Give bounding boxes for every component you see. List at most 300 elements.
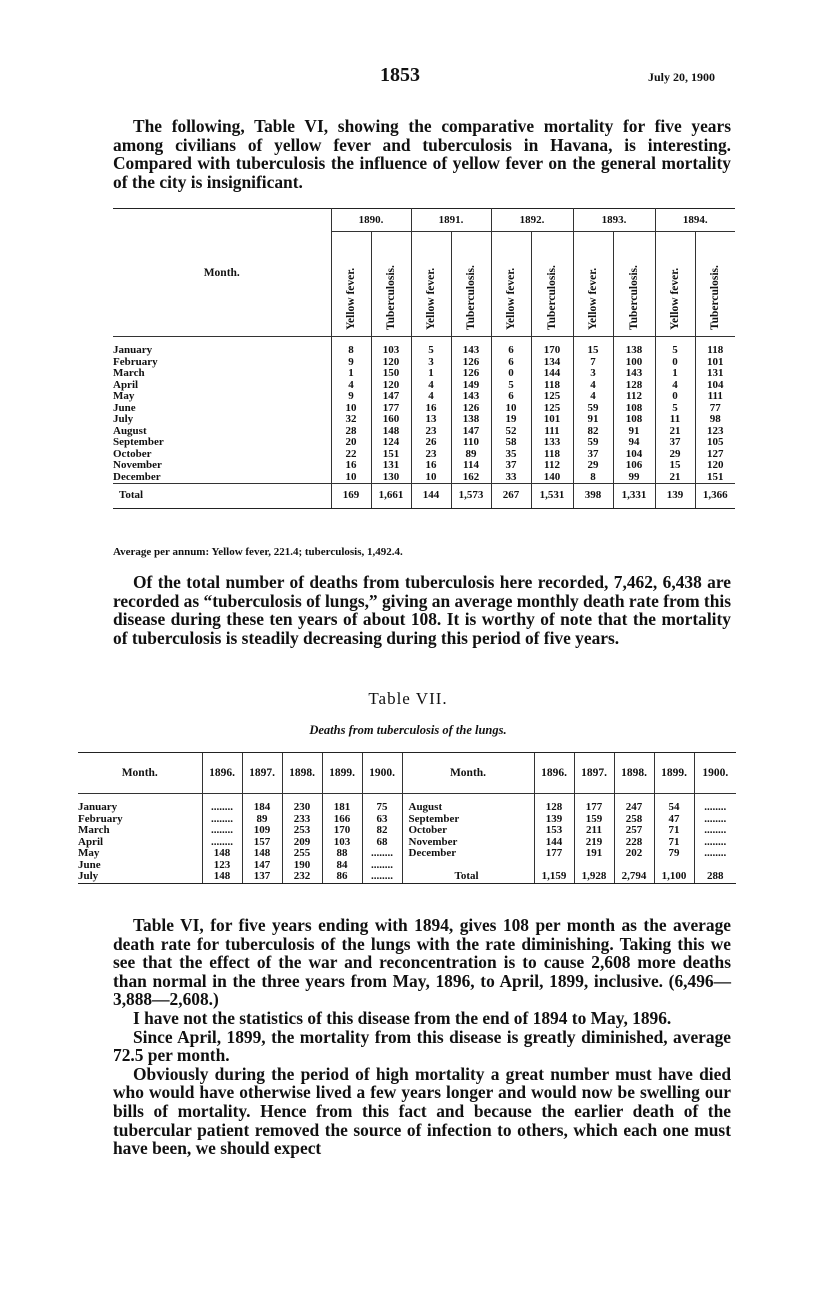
value-cell: 157 <box>242 837 282 849</box>
value-cell: 2,794 <box>614 871 654 883</box>
value-cell: 23 <box>411 426 451 438</box>
value-cell <box>694 860 736 872</box>
value-cell: 104 <box>695 380 735 392</box>
yellow-fever-header <box>491 232 531 337</box>
value-cell: 82 <box>573 426 613 438</box>
value-cell: 191 <box>574 848 614 860</box>
value-cell: 106 <box>613 460 655 472</box>
value-cell: 89 <box>242 814 282 826</box>
value-cell: 130 <box>371 472 411 484</box>
value-cell: 257 <box>614 825 654 837</box>
table-row <box>113 472 735 484</box>
month-label: July <box>113 414 134 425</box>
value-cell: 77 <box>695 403 735 415</box>
value-cell: ........ <box>202 837 242 849</box>
value-cell: 3 <box>411 357 451 369</box>
month-label: December <box>113 471 161 483</box>
month-label: March <box>113 368 145 379</box>
vertical-label: Tuberculosis. <box>546 265 558 330</box>
value-cell: 131 <box>371 460 411 472</box>
vertical-label: Tuberculosis. <box>628 265 640 330</box>
value-cell: 37 <box>491 460 531 472</box>
value-cell: 137 <box>242 871 282 883</box>
vertical-label: Tuberculosis. <box>709 265 722 330</box>
table-row <box>78 871 736 883</box>
yellow-fever-header <box>573 232 613 337</box>
closing-section <box>113 916 731 1158</box>
value-cell: 0 <box>655 357 695 369</box>
value-cell: 112 <box>531 460 573 472</box>
month-cell <box>113 449 331 461</box>
value-cell: 144 <box>534 837 574 849</box>
value-cell: 71 <box>654 825 694 837</box>
value-cell: 1,928 <box>574 871 614 883</box>
value-cell: 258 <box>614 814 654 826</box>
value-cell: 59 <box>573 403 613 415</box>
month-column-header: Month. <box>402 753 534 794</box>
value-cell: 123 <box>695 426 735 438</box>
value-cell: 162 <box>451 472 491 484</box>
value-cell: 170 <box>531 337 573 357</box>
value-cell: 4 <box>331 380 371 392</box>
value-cell <box>614 860 654 872</box>
value-cell: 147 <box>451 426 491 438</box>
middle-paragraph <box>113 573 731 647</box>
value-cell: 138 <box>451 414 491 426</box>
value-cell: 4 <box>573 380 613 392</box>
value-cell: 120 <box>371 357 411 369</box>
value-cell: 10 <box>491 403 531 415</box>
year-header: 1900. <box>694 753 736 794</box>
table-row <box>113 426 735 438</box>
value-cell: 123 <box>202 860 242 872</box>
month-cell <box>113 357 331 369</box>
month-cell: July <box>78 871 202 883</box>
value-cell: 128 <box>534 794 574 814</box>
issue-date: July 20, 1900 <box>648 70 716 84</box>
value-cell: 32 <box>331 414 371 426</box>
value-cell: ........ <box>362 848 402 860</box>
value-cell: 4 <box>411 380 451 392</box>
month-label: April <box>113 379 139 391</box>
month-column-header: Month. <box>78 753 202 794</box>
value-cell: 29 <box>573 460 613 472</box>
month-label: September <box>113 437 164 448</box>
value-cell: ........ <box>694 794 736 814</box>
value-cell: 1 <box>331 368 371 380</box>
table-row <box>113 437 735 449</box>
total-cell: 267 <box>491 484 531 509</box>
value-cell: 0 <box>491 368 531 380</box>
value-cell: 6 <box>491 357 531 369</box>
value-cell <box>574 860 614 872</box>
table-row <box>113 368 735 380</box>
total-cell: 398 <box>573 484 613 509</box>
year-header: 1900. <box>362 753 402 794</box>
value-cell: 88 <box>322 848 362 860</box>
value-cell: 4 <box>573 391 613 403</box>
table-row <box>78 794 736 814</box>
yellow-fever-header <box>655 232 695 337</box>
value-cell: 112 <box>613 391 655 403</box>
value-cell: 159 <box>574 814 614 826</box>
value-cell: 21 <box>655 426 695 438</box>
value-cell: 105 <box>695 437 735 449</box>
total-label <box>113 484 331 509</box>
value-cell: 103 <box>371 337 411 357</box>
month-cell <box>113 426 331 438</box>
value-cell: ........ <box>202 814 242 826</box>
value-cell: 151 <box>695 472 735 484</box>
value-cell: 126 <box>451 368 491 380</box>
intro-text: The following, Table VI, showing the comparative mortality for five years among civilians of yellow fever and tuberculosis in Havana, is interesting. Compared with tuberculosis the influence of yellow fever on the general mortality of the city is insignificant. <box>113 116 731 192</box>
month-cell: February <box>78 813 123 825</box>
year-header: 1891. <box>411 209 491 232</box>
tuberculosis-header <box>451 232 491 337</box>
vertical-label: Yellow fever. <box>505 267 517 330</box>
value-cell: 22 <box>331 449 371 461</box>
value-cell: 253 <box>282 825 322 837</box>
closing-paragraph: Since April, 1899, the mortality from this disease is greatly diminished, average 72.5 per month. <box>113 1026 731 1066</box>
value-cell: 11 <box>655 414 695 426</box>
value-cell: 288 <box>694 871 736 883</box>
value-cell: 1,159 <box>534 871 574 883</box>
value-cell: 101 <box>531 414 573 426</box>
month-cell <box>402 860 534 872</box>
year-header: 1899. <box>322 753 362 794</box>
table-row <box>78 837 736 849</box>
table-vii <box>78 752 736 884</box>
value-cell: 9 <box>331 391 371 403</box>
value-cell: 138 <box>613 337 655 357</box>
value-cell: 184 <box>242 794 282 814</box>
value-cell: 99 <box>613 472 655 484</box>
tuberculosis-header <box>371 232 411 337</box>
middle-text: Of the total number of deaths from tuberculosis here recorded, 7,462, 6,438 are recorded as “tuberculosis of lungs,” giving an average monthly death rate from this disease during these ten years of about 108. It is worthy of note that the mortality of tuberculosis is steadily decreasing during this period of five years. <box>113 572 731 648</box>
month-label: January <box>113 344 153 356</box>
value-cell: 8 <box>331 337 371 357</box>
page-number: 1853 <box>380 64 420 86</box>
value-cell: 125 <box>531 403 573 415</box>
value-cell: 125 <box>531 391 573 403</box>
value-cell: 143 <box>613 368 655 380</box>
month-label: October <box>113 448 152 460</box>
month-cell: Total <box>402 871 534 883</box>
value-cell: 153 <box>534 825 574 837</box>
value-cell: 111 <box>695 391 735 403</box>
total-cell: 1,661 <box>371 484 411 509</box>
closing-paragraph: Obviously during the period of high mortality a great number must have died who would have otherwise lived a few years longer and would now be swelling our bills of mortality. Hence from this fact and because the earlier death of the tubercular patient removed the source of infection to others, which each one must have been, we should expect <box>113 1063 731 1159</box>
value-cell: 202 <box>614 848 654 860</box>
value-cell: 79 <box>654 848 694 860</box>
value-cell: 89 <box>451 449 491 461</box>
vertical-label: Yellow fever. <box>587 267 599 330</box>
value-cell: 228 <box>614 837 654 849</box>
value-cell: 233 <box>282 814 322 826</box>
year-header: 1899. <box>654 753 694 794</box>
value-cell: 128 <box>613 380 655 392</box>
month-cell: September <box>402 814 534 826</box>
value-cell: 149 <box>451 380 491 392</box>
value-cell: 108 <box>613 414 655 426</box>
value-cell: 118 <box>695 337 735 357</box>
value-cell: 255 <box>282 848 322 860</box>
table-vii-subtitle: Deaths from tuberculosis of the lungs. <box>309 723 507 737</box>
total-cell: 139 <box>655 484 695 509</box>
value-cell: 5 <box>411 337 451 357</box>
month-cell <box>113 460 331 472</box>
value-cell: 190 <box>282 860 322 872</box>
table-row <box>78 860 736 872</box>
value-cell: 68 <box>362 837 402 849</box>
value-cell: 10 <box>331 403 371 415</box>
intro-paragraph <box>113 117 731 191</box>
value-cell: ........ <box>362 871 402 883</box>
table-row <box>113 391 735 403</box>
value-cell: 232 <box>282 871 322 883</box>
value-cell: 148 <box>202 848 242 860</box>
month-column-header: Month. <box>113 209 331 337</box>
month-label: August <box>113 425 147 437</box>
month-cell <box>113 472 331 484</box>
value-cell: 118 <box>531 449 573 461</box>
value-cell: 0 <box>655 391 695 403</box>
value-cell: ........ <box>694 848 736 860</box>
table-row <box>113 337 735 357</box>
total-text: Total <box>119 489 144 502</box>
month-cell: May <box>78 848 100 859</box>
month-label: February <box>113 356 158 368</box>
value-cell: 139 <box>534 814 574 826</box>
value-cell: 143 <box>451 391 491 403</box>
value-cell: 71 <box>654 837 694 849</box>
value-cell: 126 <box>451 403 491 415</box>
total-cell: 1,573 <box>451 484 491 509</box>
value-cell: 10 <box>331 472 371 484</box>
month-cell: November <box>402 837 534 849</box>
value-cell: 177 <box>534 848 574 860</box>
value-cell: 26 <box>411 437 451 449</box>
value-cell: 1 <box>655 368 695 380</box>
value-cell: 16 <box>411 460 451 472</box>
value-cell: 54 <box>654 794 694 814</box>
value-cell: 16 <box>411 403 451 415</box>
value-cell: 21 <box>655 472 695 484</box>
value-cell: 19 <box>491 414 531 426</box>
value-cell: 160 <box>371 414 411 426</box>
value-cell: 143 <box>451 337 491 357</box>
value-cell: 219 <box>574 837 614 849</box>
year-header: 1893. <box>573 209 655 232</box>
table-row <box>78 814 736 826</box>
month-label: May <box>113 391 135 402</box>
value-cell: 47 <box>654 814 694 826</box>
value-cell: 91 <box>613 426 655 438</box>
value-cell: 86 <box>322 871 362 883</box>
year-header: 1890. <box>331 209 411 232</box>
total-cell: 169 <box>331 484 371 509</box>
value-cell: ........ <box>202 794 242 814</box>
value-cell: 140 <box>531 472 573 484</box>
value-cell: 4 <box>655 380 695 392</box>
value-cell: 100 <box>613 357 655 369</box>
month-cell: October <box>402 825 534 837</box>
value-cell: 33 <box>491 472 531 484</box>
value-cell: 131 <box>695 368 735 380</box>
month-cell <box>113 414 331 426</box>
value-cell: ........ <box>694 814 736 826</box>
closing-paragraph: Table VI, for five years ending with 1894, gives 108 per month as the average death rate for tuberculosis of the lungs with the rate diminishing. Taking this we see that the effect of the war and reconcentration is to cause 2,608 more deaths than normal in the three years from May, 1896, to April, 1899, inclusive. (6,496—3,888—2,608.) <box>113 915 731 1010</box>
year-header: 1894. <box>655 209 735 232</box>
month-cell <box>113 337 331 357</box>
table-row <box>78 825 736 837</box>
value-cell: 177 <box>574 794 614 814</box>
year-header: 1896. <box>534 753 574 794</box>
value-cell <box>534 860 574 872</box>
value-cell: ........ <box>202 825 242 837</box>
value-cell: 37 <box>573 449 613 461</box>
value-cell: 101 <box>695 357 735 369</box>
value-cell: 29 <box>655 449 695 461</box>
value-cell: 7 <box>573 357 613 369</box>
value-cell: 147 <box>371 391 411 403</box>
month-cell: January <box>78 801 118 813</box>
year-header: 1892. <box>491 209 573 232</box>
value-cell: 37 <box>655 437 695 449</box>
value-cell: 75 <box>362 794 402 814</box>
vertical-label: Tuberculosis. <box>465 265 477 330</box>
value-cell: ........ <box>694 837 736 849</box>
value-cell: 150 <box>371 368 411 380</box>
total-cell: 144 <box>411 484 451 509</box>
value-cell: 151 <box>371 449 411 461</box>
tuberculosis-header <box>695 232 735 337</box>
value-cell: 126 <box>451 357 491 369</box>
table-vi <box>113 208 735 509</box>
vertical-label: Yellow fever. <box>345 267 357 330</box>
value-cell: 177 <box>371 403 411 415</box>
total-cell: 1,366 <box>695 484 735 509</box>
value-cell: 148 <box>371 426 411 438</box>
value-cell: 230 <box>282 794 322 814</box>
month-cell: December <box>402 848 534 860</box>
vertical-label: Tuberculosis. <box>385 265 397 330</box>
year-header: 1897. <box>574 753 614 794</box>
yellow-fever-header <box>411 232 451 337</box>
value-cell: 20 <box>331 437 371 449</box>
table-vi-grid <box>113 208 735 509</box>
value-cell: 3 <box>573 368 613 380</box>
value-cell: ........ <box>362 860 402 872</box>
value-cell: 133 <box>531 437 573 449</box>
total-row <box>113 484 735 509</box>
value-cell: 110 <box>451 437 491 449</box>
value-cell: 148 <box>242 848 282 860</box>
month-label: June <box>113 402 136 414</box>
month-cell: June <box>78 859 101 871</box>
value-cell: 104 <box>613 449 655 461</box>
value-cell: 98 <box>695 414 735 426</box>
value-cell: 35 <box>491 449 531 461</box>
year-header: 1898. <box>614 753 654 794</box>
year-header: 1897. <box>242 753 282 794</box>
value-cell: 5 <box>655 403 695 415</box>
year-header: 1898. <box>282 753 322 794</box>
value-cell: ........ <box>694 825 736 837</box>
value-cell: 5 <box>491 380 531 392</box>
value-cell: 5 <box>655 337 695 357</box>
table-row <box>113 460 735 472</box>
month-cell <box>113 437 331 449</box>
value-cell: 1,100 <box>654 871 694 883</box>
value-cell: 28 <box>331 426 371 438</box>
average-note: Average per annum: Yellow fever, 221.4; tuberculosis, 1,492.4. <box>113 546 403 558</box>
year-header: 1896. <box>202 753 242 794</box>
value-cell: 1 <box>411 368 451 380</box>
value-cell: 6 <box>491 391 531 403</box>
value-cell: 15 <box>655 460 695 472</box>
month-cell <box>113 391 331 403</box>
tuberculosis-header <box>531 232 573 337</box>
table-vii-title: Table VII. <box>368 689 448 708</box>
value-cell: 120 <box>371 380 411 392</box>
value-cell: 63 <box>362 814 402 826</box>
value-cell: 170 <box>322 825 362 837</box>
value-cell: 247 <box>614 794 654 814</box>
value-cell: 120 <box>695 460 735 472</box>
value-cell <box>654 860 694 872</box>
value-cell: 84 <box>322 860 362 872</box>
value-cell: 4 <box>411 391 451 403</box>
tuberculosis-header <box>613 232 655 337</box>
table-row <box>113 414 735 426</box>
value-cell: 58 <box>491 437 531 449</box>
month-cell: April <box>78 836 104 848</box>
value-cell: 8 <box>573 472 613 484</box>
total-cell: 1,331 <box>613 484 655 509</box>
value-cell: 118 <box>531 380 573 392</box>
month-cell <box>113 380 331 392</box>
value-cell: 144 <box>531 368 573 380</box>
vertical-label: Yellow fever. <box>669 267 681 330</box>
value-cell: 109 <box>242 825 282 837</box>
value-cell: 23 <box>411 449 451 461</box>
value-cell: 94 <box>613 437 655 449</box>
value-cell: 59 <box>573 437 613 449</box>
value-cell: 16 <box>331 460 371 472</box>
value-cell: 91 <box>573 414 613 426</box>
value-cell: 148 <box>202 871 242 883</box>
value-cell: 166 <box>322 814 362 826</box>
month-cell <box>113 403 331 415</box>
value-cell: 147 <box>242 860 282 872</box>
month-label: November <box>113 460 162 471</box>
value-cell: 103 <box>322 837 362 849</box>
value-cell: 6 <box>491 337 531 357</box>
month-cell: August <box>402 794 534 814</box>
value-cell: 114 <box>451 460 491 472</box>
value-cell: 15 <box>573 337 613 357</box>
value-cell: 10 <box>411 472 451 484</box>
total-cell: 1,531 <box>531 484 573 509</box>
value-cell: 134 <box>531 357 573 369</box>
value-cell: 181 <box>322 794 362 814</box>
closing-paragraph: I have not the statistics of this disease from the end of 1894 to May, 1896. <box>133 1007 672 1028</box>
value-cell: 52 <box>491 426 531 438</box>
value-cell: 209 <box>282 837 322 849</box>
value-cell: 108 <box>613 403 655 415</box>
vertical-label: Yellow fever. <box>425 267 437 330</box>
